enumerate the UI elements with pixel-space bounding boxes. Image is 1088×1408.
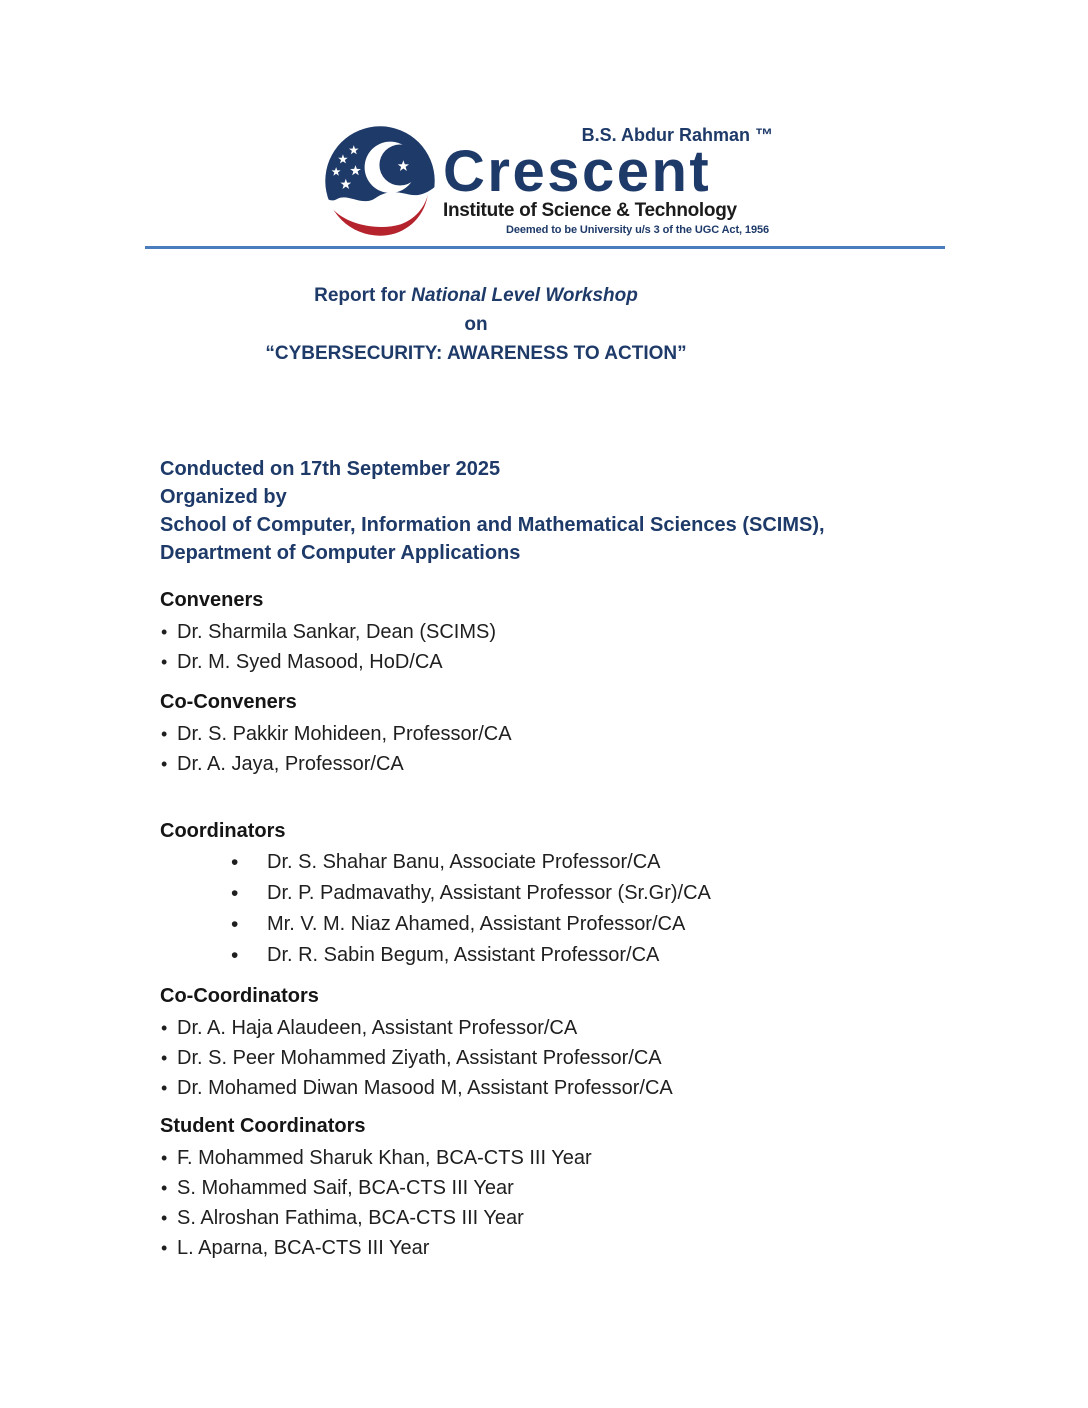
list-item: • Dr. A. Jaya, Professor/CA <box>160 749 950 779</box>
list-item: • Dr. Sharmila Sankar, Dean (SCIMS) <box>160 617 950 647</box>
section-student-coordinators <box>160 1114 950 1263</box>
section-co-coordinators <box>160 984 950 1103</box>
list-item: • S. Mohammed Saif, BCA-CTS III Year <box>160 1173 950 1203</box>
coordinators-list <box>160 847 950 971</box>
institute-logo <box>322 124 775 238</box>
report-title-line-3: “CYBERSECURITY: AWARENESS TO ACTION” <box>265 343 687 364</box>
report-title-line-2: on <box>464 314 488 335</box>
list-item: • Dr. A. Haja Alaudeen, Assistant Professor/CA <box>160 1013 950 1043</box>
report-title <box>160 281 792 368</box>
logo-brand-name: Crescent <box>443 139 712 204</box>
logo-tagline: Deemed to be University u/s 3 of the UGC Act, 1956 <box>506 224 769 236</box>
list-item: • Dr. S. Shahar Banu, Associate Professor/CA <box>160 847 950 878</box>
list-item: • F. Mohammed Sharuk Khan, BCA-CTS III Year <box>160 1143 950 1173</box>
list-item: • Dr. R. Sabin Begum, Assistant Professor/CA <box>160 940 950 971</box>
section-heading-conveners: Conveners <box>160 589 264 611</box>
logo-institute-name: Institute of Science & Technology <box>443 200 737 221</box>
logo-text-block <box>443 124 775 238</box>
co-coordinators-list <box>160 1013 950 1103</box>
report-title-line-1 <box>160 281 792 310</box>
section-heading-student-coordinators: Student Coordinators <box>160 1115 366 1137</box>
section-heading-coordinators: Coordinators <box>160 820 286 842</box>
list-item: • Dr. M. Syed Masood, HoD/CA <box>160 647 950 677</box>
list-item: • Dr. S. Pakkir Mohideen, Professor/CA <box>160 719 950 749</box>
report-title-workshop-name: National Level Workshop <box>411 285 638 306</box>
section-conveners <box>160 588 950 677</box>
school-line: School of Computer, Information and Mathematical Sciences (SCIMS), <box>160 514 825 536</box>
event-date-line: Conducted on 17th September 2025 <box>160 458 501 480</box>
list-item: • Dr. P. Padmavathy, Assistant Professor (Sr.Gr)/CA <box>160 878 950 909</box>
section-co-conveners <box>160 690 950 779</box>
logo-trademark-name: B.S. Abdur Rahman ™ <box>581 125 773 145</box>
list-item: • L. Aparna, BCA-CTS III Year <box>160 1233 950 1263</box>
organized-by-line: Organized by <box>160 486 287 508</box>
co-conveners-list <box>160 719 950 779</box>
event-info <box>160 455 825 567</box>
section-coordinators <box>160 819 950 971</box>
header-divider-line <box>145 246 945 249</box>
list-item: • S. Alroshan Fathima, BCA-CTS III Year <box>160 1203 950 1233</box>
department-line: Department of Computer Applications <box>160 542 521 564</box>
list-item: • Mr. V. M. Niaz Ahamed, Assistant Professor/CA <box>160 909 950 940</box>
section-heading-co-coordinators: Co-Coordinators <box>160 985 319 1007</box>
section-heading-co-conveners: Co-Conveners <box>160 691 297 713</box>
list-item: • Dr. S. Peer Mohammed Ziyath, Assistant Professor/CA <box>160 1043 950 1073</box>
crescent-moon-stars-emblem-icon <box>322 124 438 238</box>
student-coordinators-list <box>160 1143 950 1263</box>
list-item: • Dr. Mohamed Diwan Masood M, Assistant Professor/CA <box>160 1073 950 1103</box>
report-title-prefix: Report for <box>314 285 412 306</box>
conveners-list <box>160 617 950 677</box>
